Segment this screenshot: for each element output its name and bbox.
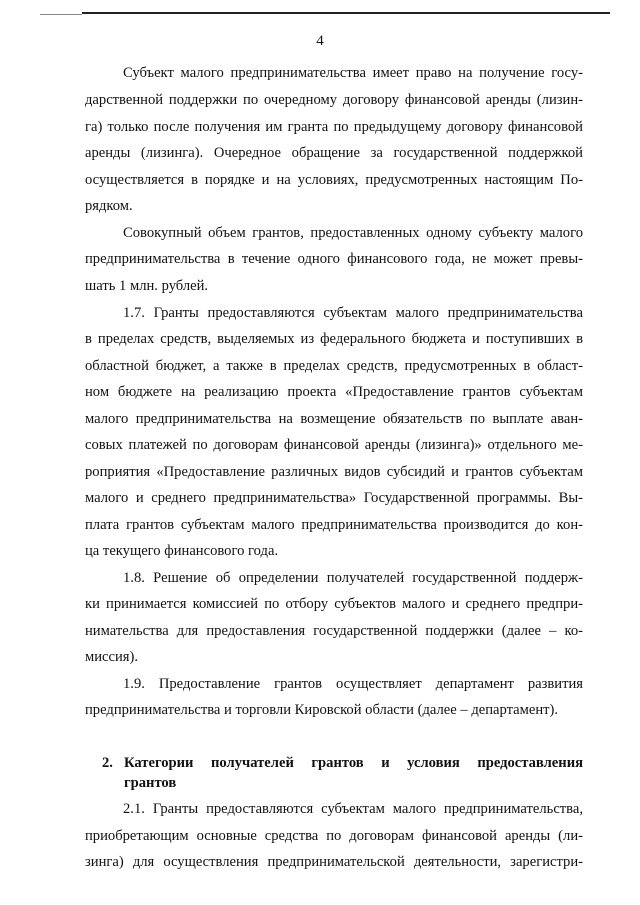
paragraph-line: 1.7. Гранты предоставляются субъектам малого предпринимательства [123, 305, 583, 321]
paragraph-line: Совокупный объем грантов, предоставленных одному субъекту малого [123, 225, 583, 241]
paragraph-line: ном бюджете на реализацию проекта «Предоставление грантов субъектам [85, 384, 583, 400]
paragraph-line: 1.8. Решение об определении получателей государственной поддерж- [123, 570, 583, 586]
paragraph-line: миссия). [85, 649, 139, 665]
paragraph-line: 1.9. Предоставление грантов осуществляет департамент развития [123, 676, 583, 692]
paragraph-line: роприятия «Предоставление различных видов субсидий и грантов субъектам [85, 464, 583, 480]
paragraph-line: ца текущего финансового года. [85, 543, 279, 559]
section-title-line: грантов [124, 775, 177, 791]
paragraph-line: совых платежей по договорам финансовой аренды (лизинга)» отдельного ме- [85, 437, 583, 453]
paragraph-line: дарственной поддержки по очередному договору финансовой аренды (лизин- [85, 92, 583, 108]
top-scan-edge [40, 14, 82, 15]
paragraph-line: малого предпринимательства на возмещение обязательств по выплате аван- [85, 411, 583, 427]
paragraph-line: шать 1 млн. рублей. [85, 278, 209, 294]
paragraph-line: 2.1. Гранты предоставляются субъектам малого предпринимательства, [123, 801, 583, 817]
section-heading [102, 754, 583, 772]
paragraph-line: осуществляется в порядке и на условиях, предусмотренных настоящим По- [85, 172, 583, 188]
top-rule [82, 12, 610, 14]
paragraph-line: предпринимательства и торговли Кировской области (далее – департамент). [85, 702, 559, 718]
section-title-line: Категории получателей грантов и условия предоставления [124, 755, 583, 771]
paragraph-line: плата грантов субъектам малого предпринимательства производится до кон- [85, 517, 583, 533]
paragraph-line: областной бюджет, а также в пределах средств, предусмотренных в област- [85, 358, 583, 374]
paragraph-line: зинга) для осуществления предпринимательской деятельности, зарегистри- [85, 854, 583, 870]
paragraph-line: аренды (лизинга). Очередное обращение за государственной поддержкой [85, 145, 583, 161]
paragraph-line: приобретающим основные средства по договорам финансовой аренды (ли- [85, 828, 583, 844]
paragraph-line: га) только после получения им гранта по предыдущему договору финансовой [85, 119, 583, 135]
section-number: 2. [102, 755, 113, 771]
paragraph-line: Субъект малого предпринимательства имеет право на получение госу- [123, 65, 583, 81]
paragraph-line: ки принимается комиссией по отбору субъектов малого и среднего предпри- [85, 596, 583, 612]
page-number: 4 [316, 33, 324, 49]
paragraph-line: малого и среднего предпринимательства» Государственной программы. Вы- [85, 490, 583, 506]
paragraph-line: в пределах средств, выделяемых из федерального бюджета и поступивших в [85, 331, 583, 347]
paragraph-line: нимательства для предоставления государственной поддержки (далее – ко- [85, 623, 583, 639]
paragraph-line: предпринимательства в течение одного финансового года, не может превы- [85, 251, 583, 267]
paragraph-line: рядком. [85, 198, 133, 214]
